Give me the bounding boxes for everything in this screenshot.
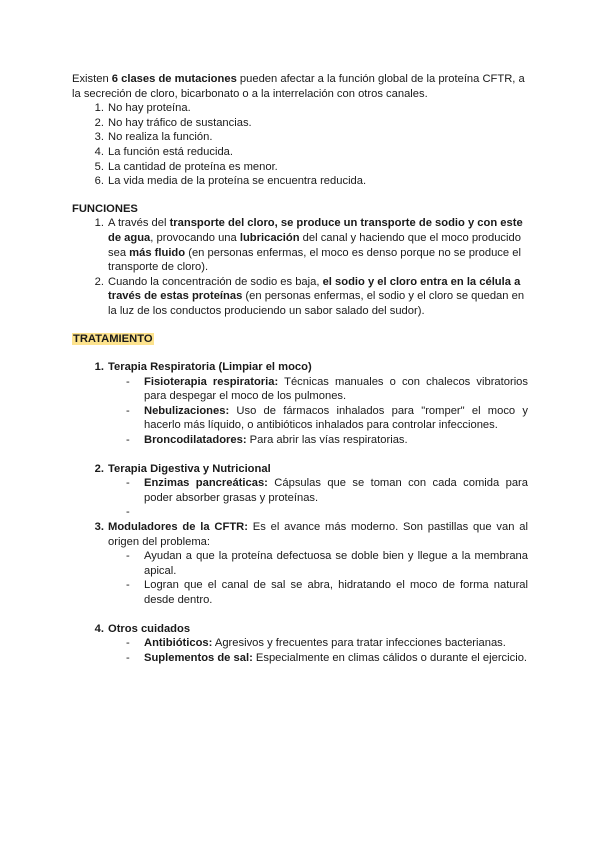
list-item: 5. La cantidad de proteína es menor. <box>94 160 278 173</box>
bullet-item: - <box>126 506 130 519</box>
intro-paragraph: Existen 6 clases de mutaciones pueden afectar a la función global de la proteína CFTR, a la secreción de cloro, bicarbonato o a la interrelación con otros canales. <box>72 73 525 100</box>
bullet-item: - Nebulizaciones: Uso de fármacos inhalados para "romper" el moco y hacerlo más líquido, o antibióticos inhalados para controlar infecciones. <box>126 404 528 432</box>
list-item: 1. A través del transporte del cloro, se produce un transporte de sodio y con este de agua, provocando una lubricación del canal y haciendo que el moco producido sea más fluido (en personas enfermas, el moco es denso porque no se produce el transporte de cloro). <box>94 217 523 274</box>
document-body <box>72 72 528 665</box>
list-item: 1. No hay proteína. <box>94 102 191 115</box>
bullet-item: - Enzimas pancreáticas: Cápsulas que se toman con cada comida para poder absorber grasas y proteínas. <box>126 477 528 504</box>
bullet-item: - Ayudan a que la proteína defectuosa se doble bien y llegue a la membrana apical. <box>126 550 528 577</box>
mutations-list <box>72 101 528 189</box>
bullet-item: - Broncodilatadores: Para abrir las vías respiratorias. <box>126 434 408 447</box>
list-item: 4. La función está reducida. <box>94 145 234 158</box>
intro-bold: 6 clases de mutaciones <box>111 73 237 85</box>
tratamiento-list <box>72 360 528 665</box>
list-item: 2. Cuando la concentración de sodio es baja, el sodio y el cloro entra en la célula a través de estas proteínas (en personas enfermas, el sodio y el cloro se quedan en la luz de los conductos produciendo un sabor salado del sudor). <box>94 275 525 317</box>
list-item: 3. Moduladores de la CFTR: Es el avance más moderno. Son pastillas que van al origen del problema: <box>94 521 528 548</box>
list-item: 3. No realiza la función. <box>94 131 213 144</box>
bullet-item: - Suplementos de sal: Especialmente en climas cálidos o durante el ejercicio. <box>126 651 528 664</box>
list-item: 2. No hay tráfico de sustancias. <box>94 116 252 129</box>
tratamiento-heading: TRATAMIENTO <box>73 332 153 345</box>
list-item: 1. Terapia Respiratoria (Limpiar el moco) <box>94 361 312 374</box>
list-item: 6. La vida media de la proteína se encuentra reducida. <box>94 175 367 188</box>
bullet-item: - Antibióticos: Agresivos y frecuentes para tratar infecciones bacterianas. <box>126 637 506 650</box>
list-item: 2. Terapia Digestiva y Nutricional <box>94 462 271 475</box>
bullet-item: - Logran que el canal de sal se abra, hidratando el moco de forma natural desde dentro. <box>126 579 528 606</box>
funciones-list <box>72 216 528 318</box>
bullet-item: - Fisioterapia respiratoria: Técnicas manuales o con chalecos vibratorios para despegar el moco de los pulmones. <box>126 375 528 403</box>
funciones-heading: FUNCIONES <box>72 202 138 215</box>
list-item: 4. Otros cuidados <box>94 622 191 635</box>
